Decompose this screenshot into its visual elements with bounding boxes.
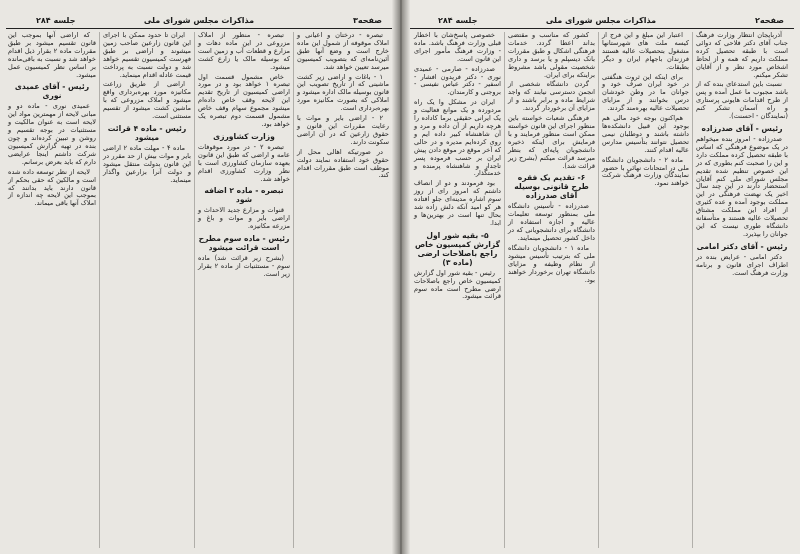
section-heading: رئیس - آقای صدرزاده (701, 123, 783, 133)
paragraph: اراضی از طریق زراعت مکانیزه مورد بهره‌برداری واقع میشود و املاک مزروعی که با ماشین کشت میشود از تقسیم مستثنی است. (103, 80, 191, 121)
text-column (8, 32, 96, 210)
text-column (297, 32, 389, 182)
paragraph: ماده ۴ - مهلت ماده ۲ اراضی بایر و موات بیش از حد مقرر در این قانون بدولت منتقل میشود و دولت آنرا بزارعین واگذار مینماید. (103, 143, 191, 184)
paragraph: صدرزاده - صارمی - عمیدی نوری - دکتر فریدون افشار - اسفیر - دکتر عباس نفیسی - بروجنی و کارمندان. (414, 64, 501, 97)
page-number: صفحه۳ (353, 16, 382, 25)
paragraph: تبصره ۲ - در مورد موقوفات عامه و اراضی که طبق این قانون بعهده سازمان کشاورزی است با نظر وزارت کشاورزی اقدام خواهد شد. (198, 142, 290, 183)
paragraph: تبصره - درختان و اعیانی و املاک موقوفه از شمول این ماده خارج است و وضع آنها طبق آئین‌نامه‌ای که بتصویب کمیسیون میرسد تعیین خواهد شد. (297, 31, 389, 71)
left-page (0, 0, 398, 554)
column-divider (293, 32, 294, 548)
paragraph: لایحه از نظر توسعه داده شده است و مالکین که حقی بحکم از قانون دارند باید بدانند که بموجب این لایحه چه اندازه از املاک آنها باقی میماند. (8, 167, 96, 208)
page-header (408, 14, 794, 28)
section-heading: تبصره - ماده ۲ اضافه شود (204, 186, 284, 205)
text-column (696, 32, 788, 279)
paragraph: دکتر امامی - عرایض بنده در اطراف اجرای قانون و برنامه وزارت فرهنگ است. (696, 252, 788, 277)
publication-title: مذاکرات مجلس شورای ملی (143, 16, 255, 25)
paragraph: نسبت باین استدعای بنده که از باشد مجبوب ما عمل آمده و پس از طرح اقدامات هایونی پرستاری و راه آسمان تشکر کنم (نمایندگان - احسنت). (696, 80, 788, 121)
page-header (6, 14, 392, 28)
paragraph: بود فرمودند و دو از انصاف داشتم که امروز رای از روز سوم اشاره مدینه‌ای جلو افتاده هر کو امید آنکه دلش زاده شد بحال تنها است در بهترین‌ها و ابدا. (414, 179, 501, 227)
paragraph: کشور که مناسب و مقتضی بداند اعطا گردد. خدمات فرهنگی اشکال و طبق مقررات بانک دیسپلم و یا برسد و داری شخصیت مقولی باشد مشروط براینکه برای ایران. (508, 31, 595, 79)
paragraph: ایران در مشکل وا یک راه مردورده و یک موانع فعالیت و یک ایرانی حقیقی برما کاداده را هرچه داریم از آن داده و مرد و آن شاهنشاه کبیر داده ایم و روی کرده‌ایم مدیره و در حالی که آخر موقع در موقع دادن پیش ایران بر حسب فرموده پسر تاجدار و شاهنشاه پرمنده و خدمتگذار. (414, 98, 501, 178)
header-rule (408, 28, 794, 29)
session-number: جلسه ۲۸۴ (438, 16, 478, 25)
section-heading: رئیس - ماده ۴ قرائت میشود (107, 123, 187, 142)
text-column (602, 32, 689, 190)
paragraph: صدرزاده - امروز بنده میخواهم در یک موضوع فرهنگی که اساس با طبقه تحصیل کرده مملکت دارد و این را صحبت کنم بطوری که در این خصوص تنظیم شده تقدیم مجلس شورای ملی کنم آقایان استحضار دارند در این چند سال اخیر یک نهضت فرهنگی در این مملکت بوجود آمده و عده کثیری از افراد این مملکت مشتاق تحصیلات عالیه هستند و متأسفانه دانشگاه طوری نیست که این جوانان را بپذیرد. (696, 134, 788, 238)
paragraph: آذربایجان انتظار وزارت فرهنگ جناب آقای دکتر فلاحی که دوائی است با طبقه تحصیل کرده مملکت داریم که همه و از لحاظ اشخاص مورد نظر و از آقایان تشکر میکنم. (696, 31, 788, 79)
paragraph: فرهنگی شعبات خواسته باین منظور اجرای این قانون خواسته ممکن است منظور فرمایند و با فرمایش برای اینکه ذخیره دانشجویان پایه‌ای که بنظر میرسد قرائت میکنم (بشرح زیر قرائت شد). (508, 114, 595, 170)
paragraph: که اراضی آنها بموجب این قانون تقسیم میشود بر طبق مقررات ماده ۲ بقرار ذیل اقدام خواهد شد و نسبت به باقی‌مانده بر اساس نظر کمیسیون عمل میشود. (8, 31, 96, 79)
publication-title: مذاکرات مجلس شورای ملی (545, 16, 657, 25)
section-heading: ۵- بقیه شور اول گزارش کمیسیون خاص راجع باصلاحات ارضی (ماده ۳) (414, 230, 501, 267)
paragraph: صدرزاده - تأسیس دانشگاه ملی بمنظور توسعه تعلیمات عالیه و اجازه استفاده از دانشگاه برای دانشجویانی که در داخل کشور تحصیل مینمایند. (508, 202, 595, 243)
paragraph: ماده ۲ - دانشجویان دانشگاه ملی در امتحانات نهائی با حضور نمایندگان وزارت فرهنگ شرکت خواهند نمود. (602, 155, 689, 188)
right-page (402, 0, 800, 554)
paragraph: گردن دانشگاه شخصی از انجمن دسترسی نیابند که واجد شرایط ماده و برابر باشند و از مزایای آن برخوردار گردند. (508, 80, 595, 113)
text-column (414, 32, 501, 303)
paragraph: قنوات و مزارع جدید الاحداث و اراضی بایر و موات و باغ و مزرعه مکانیزه. (198, 206, 290, 231)
paragraph: (بشرح زیر قرائت شد) ماده سوم - مستثنیات از ماده ۲ بقرار زیر است. (198, 254, 290, 278)
paragraph: خصوصی پاسخ‌شان با اخطار قبلی وزارت فرهنگ باشد. ماده - وزارت فرهنگ مأمور اجرای این قانون است. (414, 31, 501, 63)
header-rule (6, 28, 392, 29)
section-heading: رئیس - آقای عمیدی نوری (14, 82, 90, 101)
book-spine (392, 0, 410, 554)
paragraph: هم‌اکنون بوجه خود مالی هم بوجود این قبیل دانشکده‌ها داشته باشند و دوطلبان نیمی تحصیل نتوانند بتأسیس مدارس عالیه اقدام کنند. (602, 114, 689, 154)
paragraph: تبصره - منظور از املاک مزروعی در این ماده دهات و مزارع و قطعات آب و زمین است که بوسیله مالک یا زارع کشت میشود. (198, 31, 290, 71)
paragraph: ۱ - باغات و اراضی زیر کشت ماشینی که از تاریخ تصویب این قانون بوسیله مالک اداره میشود و املاکی که بصورت مکانیزه مورد بهره‌برداری است. (297, 72, 389, 113)
column-divider (504, 32, 505, 548)
paragraph: ایران تا حدود ممکن با اجرای این قانون زارعین صاحب زمین میشوند و اراضی بر طبق فهرست کمیسیون تقسیم خواهد شد و دولت نسبت به پرداخت قیمت عادله اقدام مینماید. (103, 31, 191, 79)
section-heading: رئیس - ماده سوم مطرح است قرائت میشود (198, 234, 290, 253)
paragraph: رئیس - بقیه شور اول گزارش کمیسیون خاص راجع باصلاحات ارضی مطرح است ماده سوم قرائت میشود. (414, 268, 501, 301)
column-divider (194, 32, 195, 548)
column-divider (99, 32, 100, 548)
paragraph: در صورتیکه اهالی محل از حقوق خود استفاده نمایند دولت موظف است طبق مقررات اقدام کند. (297, 147, 389, 180)
paragraph: ماده ۱ - دانشجویان دانشگاه ملی که بترتیب تأسیس میشود از نظام وظیفه و مزایای دانشگاه تهران برخوردار خواهند بود. (508, 243, 595, 284)
paragraph: عمیدی نوری - ماده دو و مبانی لایحه از مهمترین مواد این لایحه است به عنوان مالکیت و مستثنیات در بوجه تقسیم و روشن و تبیین کرده‌اند و چون بنده در تهیه گزارش کمیسیون شرکت داشتم اینجا عرایضی دارم که باید بعرض برسانم. (8, 102, 96, 166)
paragraph: ۲ - اراضی بایر و موات با رعایت مقررات این قانون و حقوق زارعین که در آن اراضی سکونت دارند. (297, 114, 389, 146)
paragraph: اعتبار این مبلغ و این فرج از کیسه ملت های شهرستانها مشغول بتحصیلات عالیه هستند فرزندان باجهام ایران و دیگر بطبقات. (602, 31, 689, 71)
session-number: جلسه ۲۸۴ (36, 16, 76, 25)
text-column (198, 32, 290, 281)
section-heading: رئیس - آقای دکتر امامی (696, 241, 788, 251)
paragraph: خاص مشمول قسمت اول تبصره ۱ خواهد بود و در مورد اراضی کمیسیون از تاریخ تقدیم این لایحه وقف خاص داده‌ام میشود مجموع سهام وقف خاص مشمول قسمت دوم تبصره یک خواهد بود. (198, 72, 290, 128)
text-column (508, 32, 595, 286)
column-divider (598, 32, 599, 548)
column-divider (692, 32, 693, 548)
section-heading: وزارت کشاورزی (213, 131, 275, 141)
section-heading: ۶- تقدیم یک فقره طرح قانونی بوسیله آقای صدرزاده (514, 173, 589, 201)
text-column (103, 32, 191, 187)
page-number: صفحه۲ (755, 16, 784, 25)
paragraph: برای اینکه این ثروت هنگفتی در خود ایران صرف خود و جوانان ما در وطن خودشان درس بخوانند و از مزایای تحصیلات عالیه بهره‌مند گردند. (602, 72, 689, 113)
